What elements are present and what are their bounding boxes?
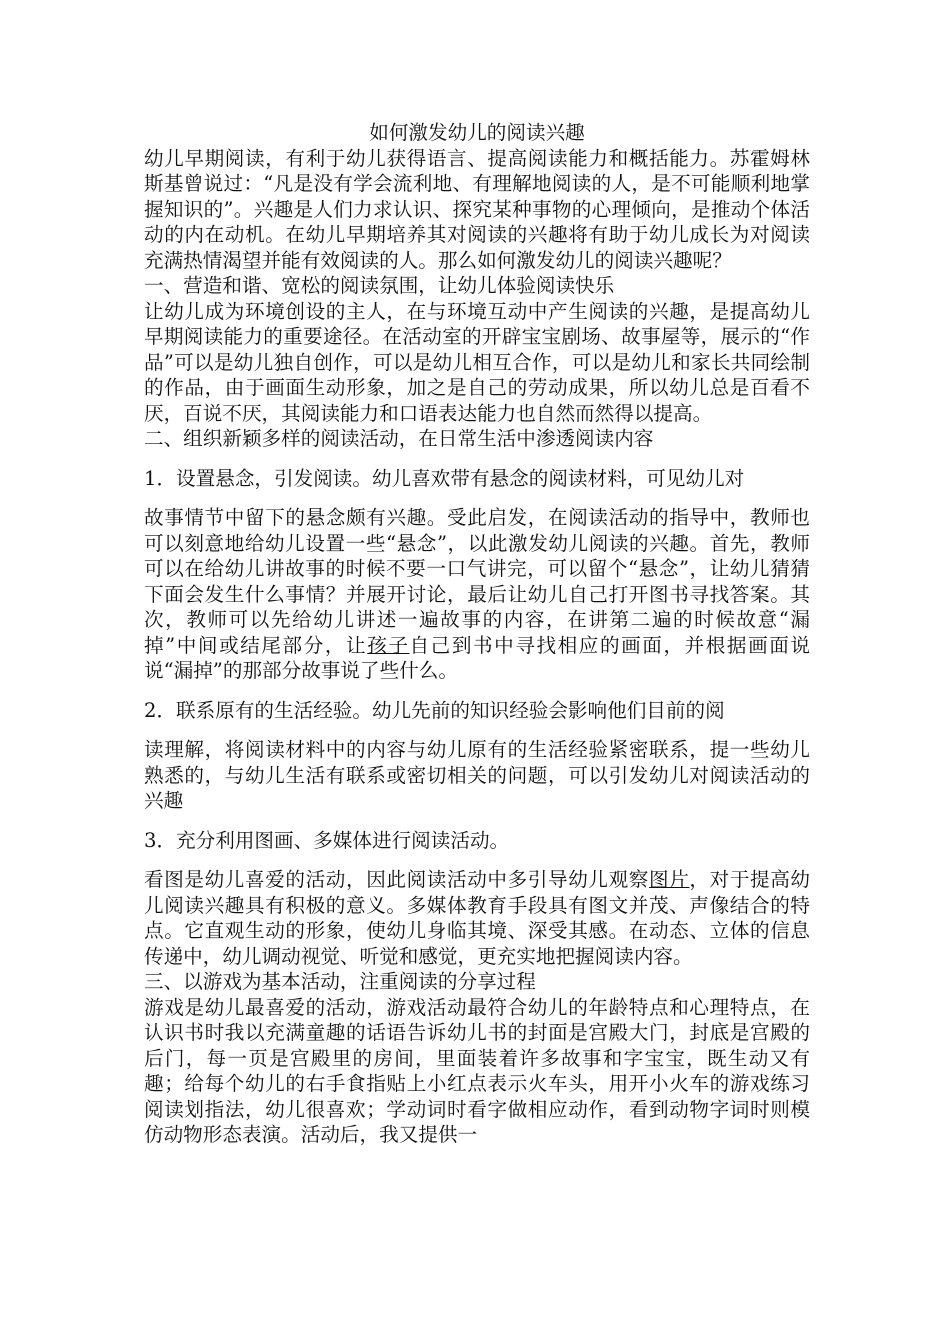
- child-link[interactable]: 孩子: [367, 633, 410, 657]
- item-1-body-text: 故事情节中留下的悬念颇有兴趣。受此启发，在阅读活动的指导中，教师也可以刻意地给幼儿设置一些“悬念”，以此激发幼儿阅读的兴趣。首先，教师可以在给幼儿讲故事的时候不要一口气讲完，可以留个“悬念”，让幼儿猜猜下面会发生什么事情？并展开讨论，最后让幼儿自己打开图书寻找答案。其次，教师可以先给幼儿讲述一遍故事的内容，在讲第二遍的时候故意“漏掉”中间或结尾部分，让: [144, 506, 810, 657]
- document-title: 如何激发幼儿的阅读兴趣: [369, 121, 585, 144]
- item-3-body-tail: ，对于提高幼儿阅读兴趣具有积极的意义。多媒体教育手段具有图文并茂、声像结合的特点。它直观生动的形象，使幼儿身临其境、深受其感。在动态、立体的信息传递中，幼儿调动视觉、听觉和感觉，更充实地把握阅读内容。: [144, 868, 811, 968]
- item-1-body-tail: 自己到书中寻找相应的画面，并根据画面说说“漏掉”的那部分故事说了些什么。: [144, 633, 810, 682]
- item-2-body: 读理解，将阅读材料中的内容与幼儿原有的生活经验紧密联系，提一些幼儿熟悉的，与幼儿生活有联系或密切相关的问题，可以引发幼儿对阅读活动的兴趣: [144, 738, 810, 812]
- document-page: [144, 120, 810, 1148]
- item-3-body: [144, 867, 810, 969]
- item-1-lead: 1．设置悬念，引发阅读。幼儿喜欢带有悬念的阅读材料，可见幼儿对: [144, 466, 745, 490]
- section-1-body: 让幼儿成为环境创设的主人，在与环境互动中产生阅读的兴趣，是提高幼儿早期阅读能力的重要途径。在活动室的开辟宝宝剧场、故事屋等，展示的“作品”可以是幼儿独自创作，可以是幼儿相互合作，可以是幼儿和家长共同绘制的作品，由于画面生动形象，加之是自己的劳动成果，所以幼儿总是百看不厌，百说不厌，其阅读能力和口语表达能力也自然而然得以提高。: [144, 299, 810, 425]
- item-3-lead: 3．充分利用图画、多媒体进行阅读活动。: [144, 828, 510, 852]
- section-3-heading: 三、以游戏为基本活动，注重阅读的分享过程: [144, 970, 536, 993]
- item-3-body-text: 看图是幼儿喜爱的活动，因此阅读活动中多引导幼儿观察: [144, 868, 650, 891]
- section-2-heading: 二、组织新颖多样的阅读活动，在日常生活中渗透阅读内容: [144, 427, 654, 450]
- section-1-heading: 一、营造和谐、宽松的阅读氛围，让幼儿体验阅读快乐: [144, 274, 615, 297]
- section-3-body: 游戏是幼儿最喜爱的活动，游戏活动最符合幼儿的年龄特点和心理特点，在认识书时我以充满童趣的话语告诉幼儿书的封面是宫殿大门，封底是宫殿的后门，每一页是宫殿里的房间，里面装着许多故事和字宝宝，既生动又有趣；给每个幼儿的右手食指贴上小红点表示火车头，用开小火车的游戏练习阅读划指法，幼儿很喜欢；学动词时看字做相应动作，看到动物字词时则模仿动物形态表演。活动后，我又提供一: [144, 995, 810, 1146]
- item-1-body: [144, 505, 810, 684]
- intro-paragraph: 幼儿早期阅读，有利于幼儿获得语言、提高阅读能力和概括能力。苏霍姆林斯基曾说过：“凡是没有学会流利地、有理解地阅读的人，是不可能顺利地掌握知识的”。兴趣是人们力求认识、探究某种事物的心理倾向，是推动个体活动的内在动机。在幼儿早期培养其对阅读的兴趣将有助于幼儿成长为对阅读充满热情渴望并能有效阅读的人。那么如何激发幼儿的阅读兴趣呢？: [144, 146, 810, 272]
- item-2-lead: 2．联系原有的生活经验。幼儿先前的知识经验会影响他们目前的阅: [144, 698, 725, 722]
- picture-link[interactable]: 图片: [649, 868, 690, 891]
